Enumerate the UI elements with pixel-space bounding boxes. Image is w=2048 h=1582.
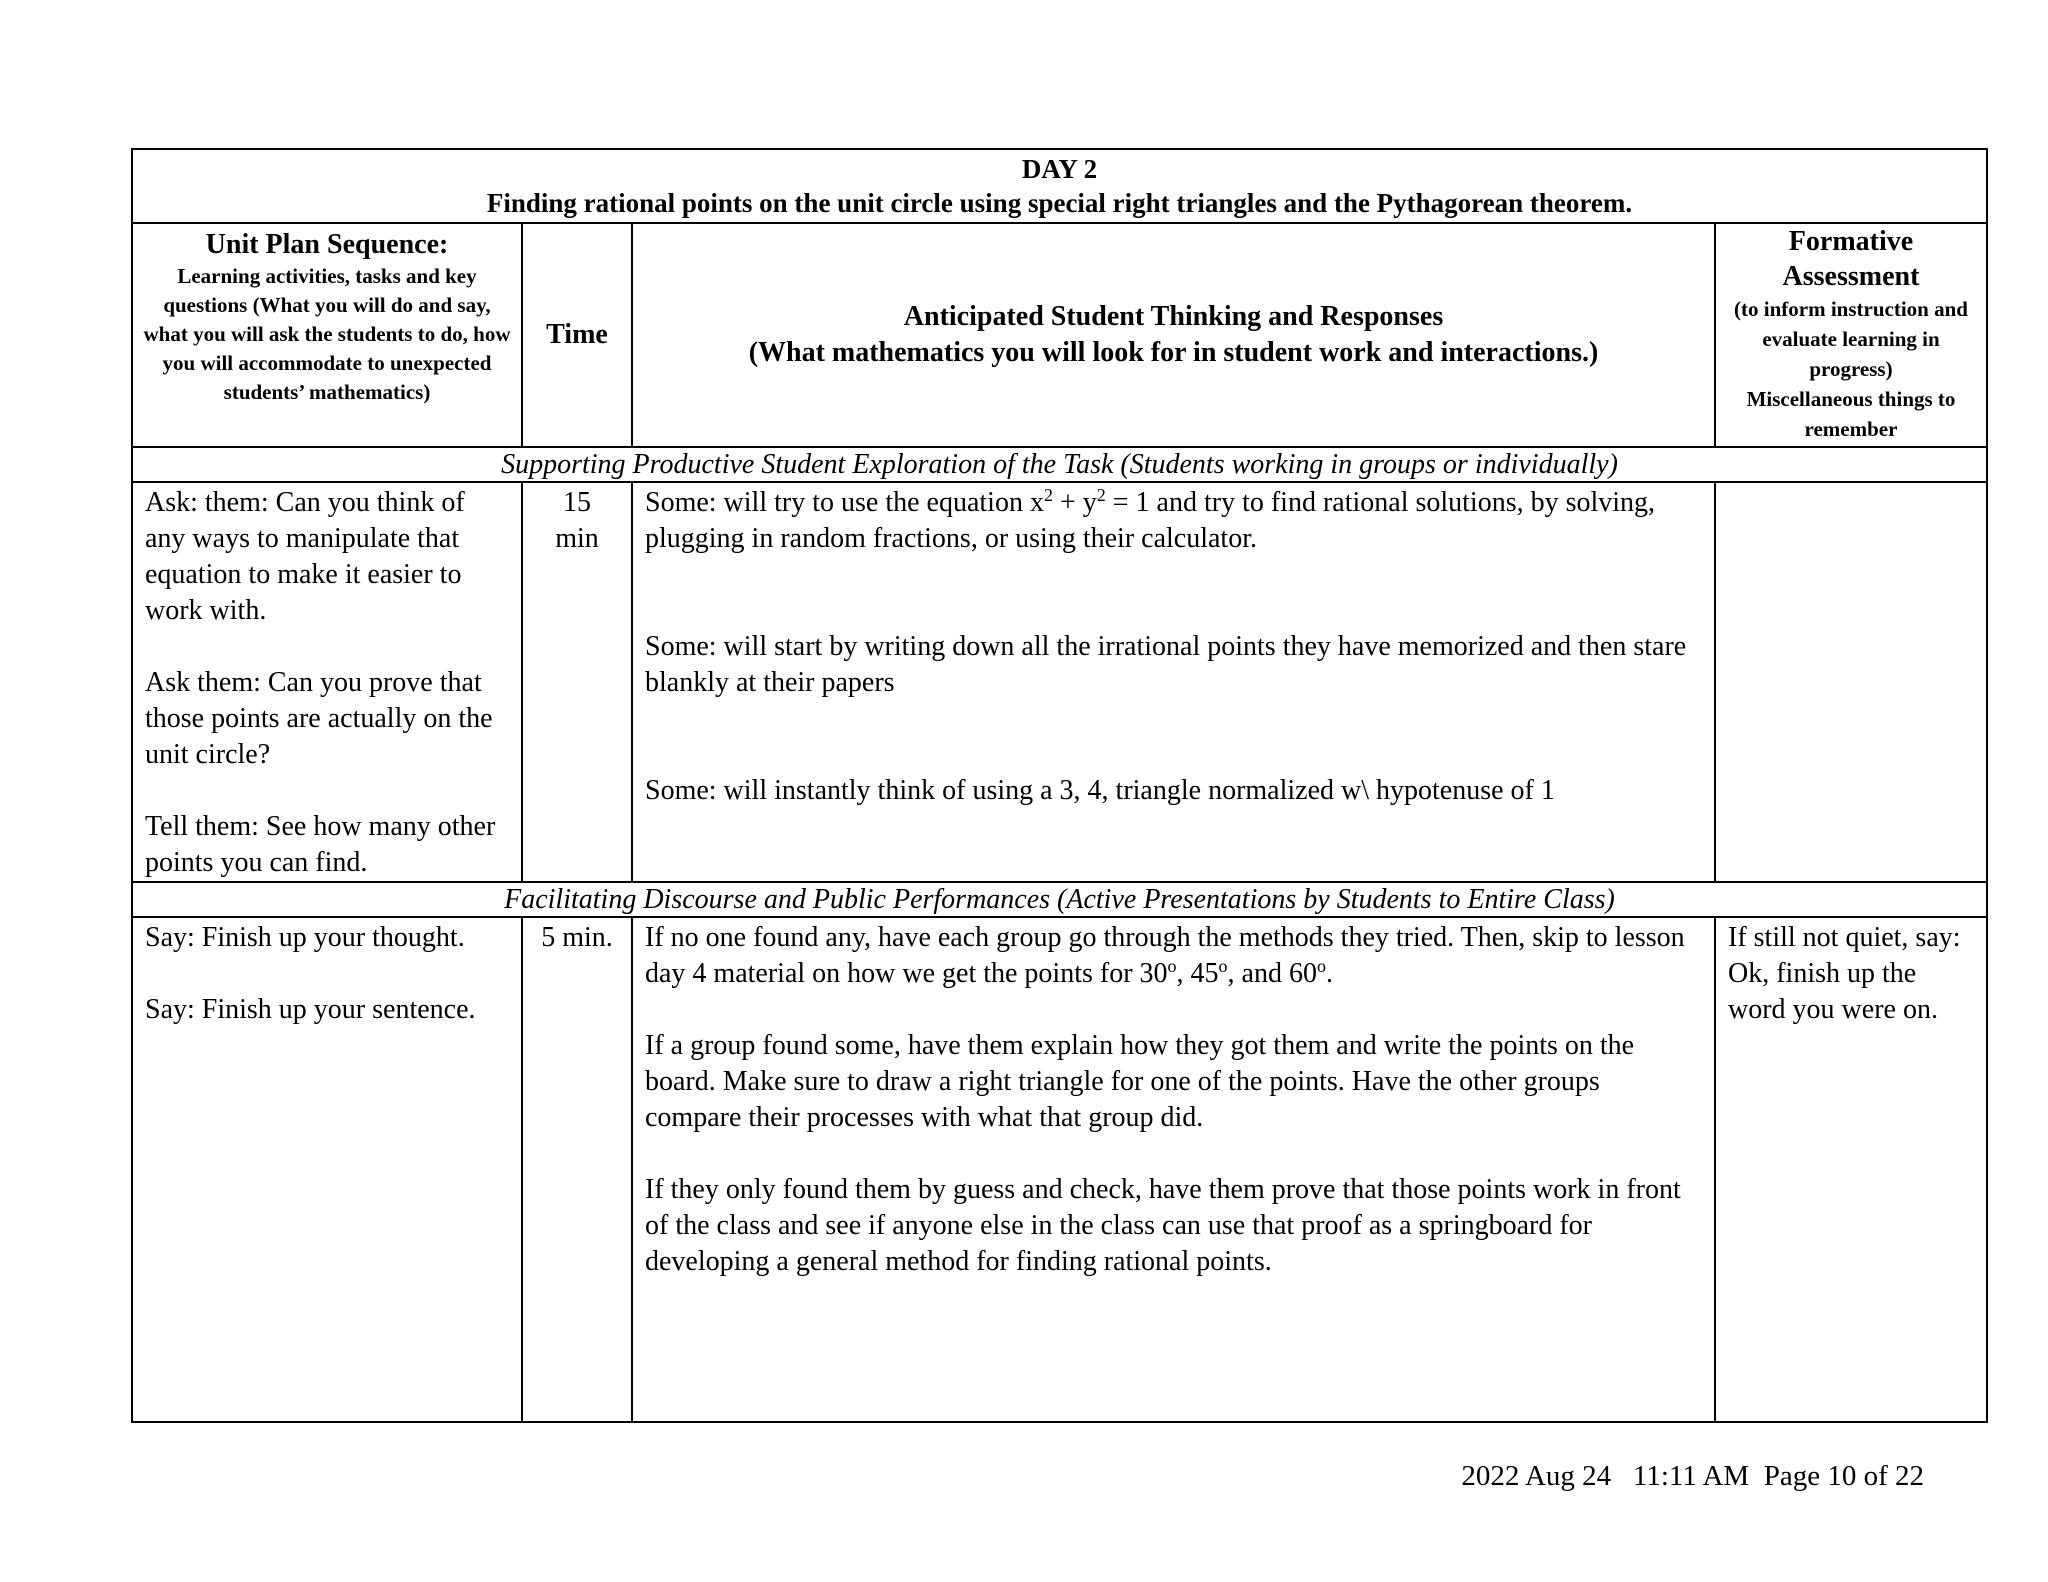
time-unit: min — [555, 523, 599, 554]
header-formative — [1715, 223, 1987, 447]
discourse-assessment — [1715, 917, 1987, 1422]
lesson-subtitle: Finding rational points on the unit circle using special right triangles and the Pythagorean theorem. — [486, 188, 1633, 218]
activity-item: Ask: them: Can you think of any ways to manipulate that equation to make it easier to work with. — [145, 487, 465, 626]
formative-description: (to inform instruction and evaluate learning in progress) — [1734, 297, 1968, 381]
anticipated-subheading: (What mathematics you will look for in student work and interactions.) — [748, 337, 1599, 368]
activity-item: Tell them: See how many other points you can find. — [145, 811, 496, 878]
unit-plan-description: Learning activities, tasks and key questions (What you will do and say, what you will ask the students to do, how you will accommodate to unexpected students’ mathematics) — [143, 264, 511, 404]
formative-heading: Formative Assessment — [1782, 226, 1920, 292]
header-unit-plan — [132, 223, 522, 447]
day-title: DAY 2 — [1021, 154, 1098, 184]
lesson-plan-table — [131, 148, 1988, 1423]
activity-item: Ask them: Can you prove that those points are actually on the unit circle? — [145, 667, 493, 770]
time-value: 15 — [563, 487, 591, 518]
exploration-responses — [632, 482, 1715, 882]
exploration-assessment — [1715, 482, 1987, 882]
page-footer: 2022 Aug 24 11:11 AM Page 10 of 22 — [1461, 1460, 1924, 1492]
assessment-note: If still not quiet, say: Ok, finish up the word you were on. — [1728, 922, 1961, 1025]
exploration-time — [522, 482, 632, 882]
time-heading: Time — [546, 319, 608, 350]
response-item: Some: will start by writing down all the irrational points they have memorized and then stare blankly at their papers — [645, 631, 1687, 698]
response-item: If no one found any, have each group go through the methods they tried. Then, skip to lesson day 4 material on how we get the points for 30$^o$, 45$^o$, and 60$^o$. — [645, 922, 1685, 989]
exploration-activities — [132, 482, 522, 882]
response-item: If they only found them by guess and check, have them prove that those points work in front of the class and see if anyone else in the class can use that proof as a springboard for developing a general method for finding rational points. — [645, 1174, 1681, 1277]
header-time — [522, 223, 632, 447]
title-cell — [132, 149, 1987, 223]
section-heading-exploration: Supporting Productive Student Exploration of the Task (Students working in groups or individually) — [132, 447, 1987, 482]
response-item: Some: will instantly think of using a 3, 4, triangle normalized w\ hypotenuse of 1 — [645, 775, 1555, 806]
discourse-time: 5 min. — [522, 917, 632, 1422]
discourse-responses — [632, 917, 1715, 1422]
response-item: Some: will try to use the equation $x^2 + y^2 = 1$ and try to find rational solutions, by solving, plugging in random fractions, or using their calculator. — [645, 485, 1656, 554]
section-heading-discourse: Facilitating Discourse and Public Performances (Active Presentations by Students to Entire Class) — [132, 882, 1987, 917]
activity-item: Say: Finish up your thought. — [145, 922, 465, 953]
activity-item: Say: Finish up your sentence. — [145, 994, 476, 1025]
discourse-activities — [132, 917, 522, 1422]
response-item: If a group found some, have them explain how they got them and write the points on the board. Make sure to draw a right triangle for one of the points. Have the other groups compare their processes with what that group did. — [645, 1030, 1635, 1133]
unit-plan-heading: Unit Plan Sequence: — [205, 229, 449, 260]
misc-heading: Miscellaneous things to remember — [1746, 387, 1956, 441]
header-anticipated — [632, 223, 1715, 447]
anticipated-heading: Anticipated Student Thinking and Responses — [903, 301, 1444, 332]
